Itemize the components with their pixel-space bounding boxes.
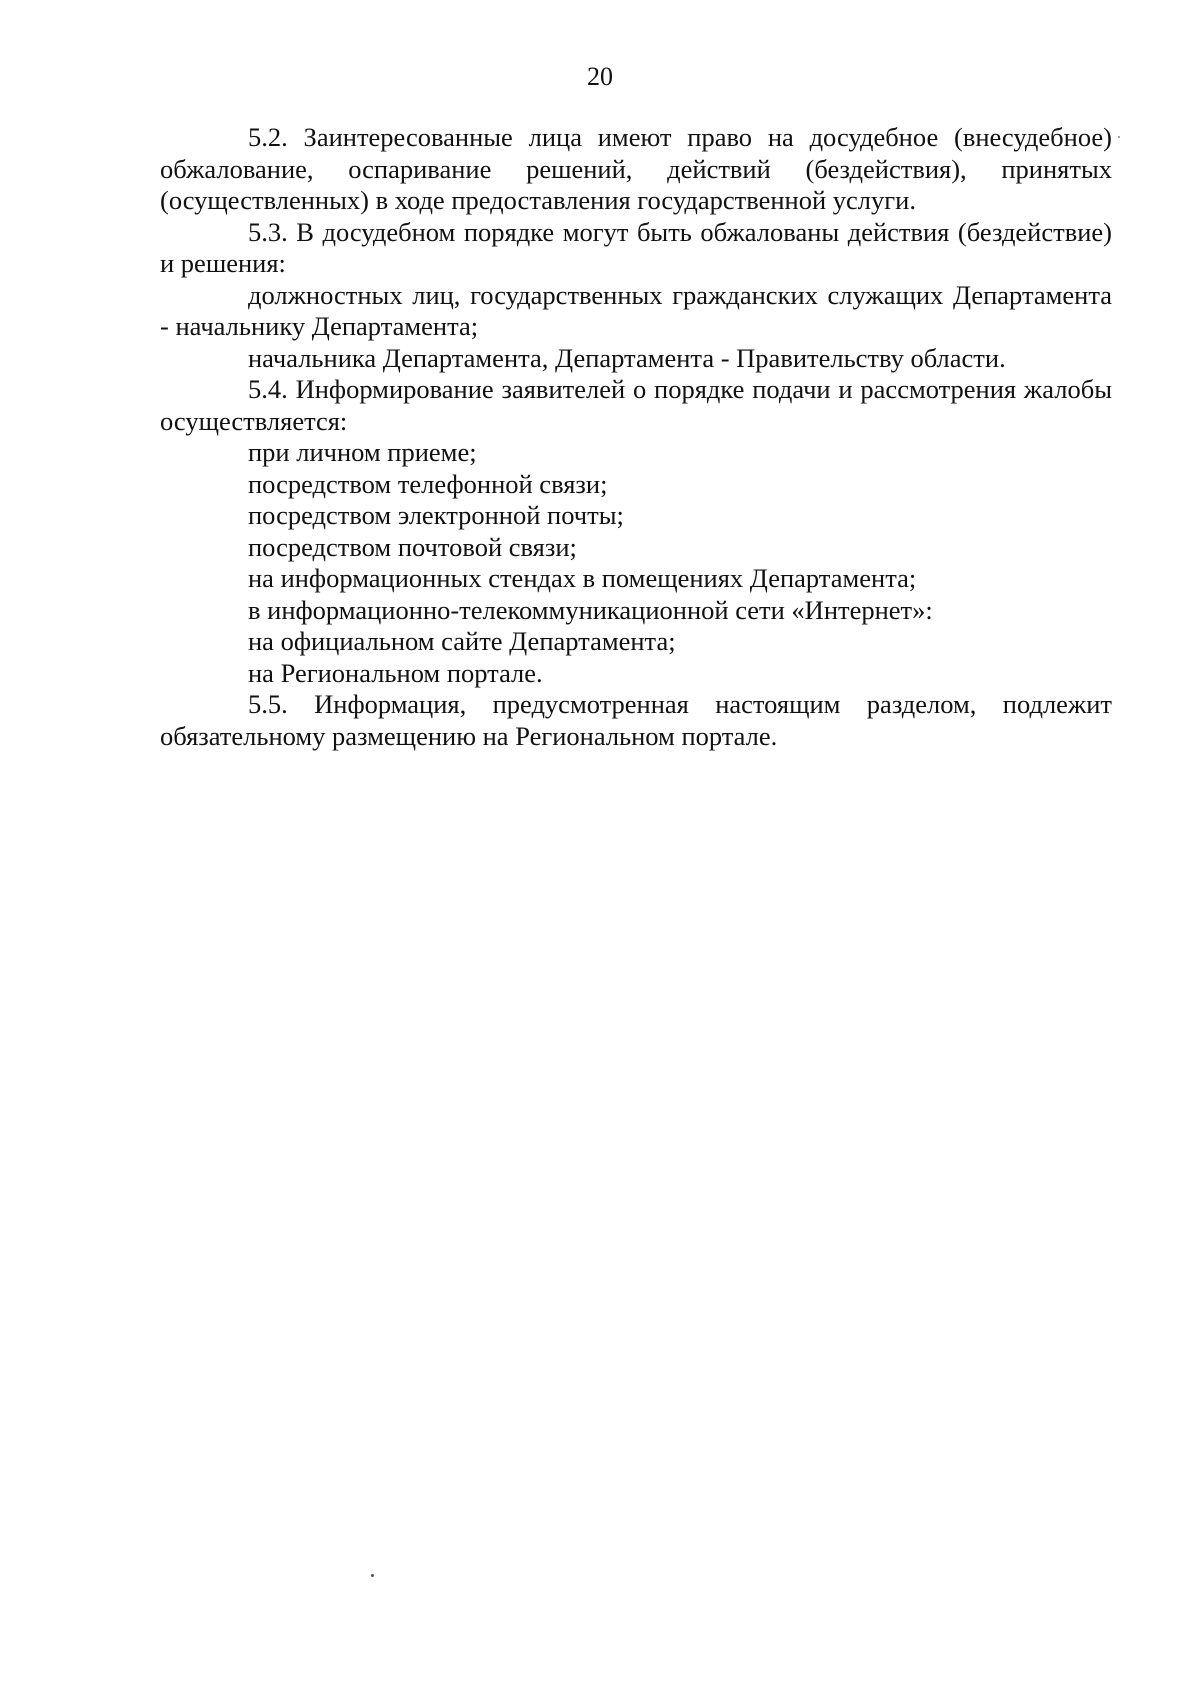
section-5-body <box>160 122 1112 752</box>
list-item: начальника Департамента, Департамента - Правительству области. <box>248 342 1006 373</box>
list-item: при личном приеме; <box>248 437 477 467</box>
list-item: посредством телефонной связи; <box>248 468 608 499</box>
list-item: на официальном сайте Департамента; <box>248 626 676 656</box>
scan-speck <box>1118 136 1120 138</box>
list-item: в информационно-телекоммуникационной сети «Интернет»: <box>248 594 933 625</box>
scan-speck <box>371 1574 374 1577</box>
paragraph-5-3: 5.3. В досудебном порядке могут быть обжалованы действия (бездействие) и решения: <box>160 216 1112 278</box>
list-item: должностных лиц, государственных гражданских служащих Департамента - начальнику Департамента; <box>160 279 1112 341</box>
list-item: на информационных стендах в помещениях Департамента; <box>248 563 917 593</box>
list-item: посредством электронной почты; <box>248 500 624 530</box>
list-item: на Региональном портале. <box>248 657 543 688</box>
paragraph-5-5: 5.5. Информация, предусмотренная настоящим разделом, подлежит обязательному размещению на Региональном портале. <box>160 689 1112 751</box>
paragraph-5-4: 5.4. Информирование заявителей о порядке подачи и рассмотрения жалобы осуществляется: <box>160 374 1112 436</box>
page-number: 20 <box>587 62 613 91</box>
paragraph-5-2: 5.2. Заинтересованные лица имеют право на досудебное (внесудебное) обжалование, оспаривание решений, действий (бездействия), принятых (осуществленных) в ходе предоставления государственной услуги. <box>160 122 1112 215</box>
list-item: посредством почтовой связи; <box>248 531 577 562</box>
